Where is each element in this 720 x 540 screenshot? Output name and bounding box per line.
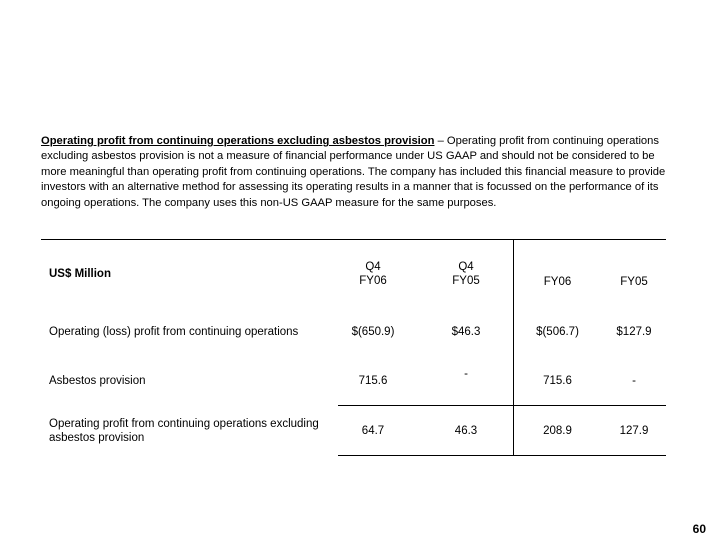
table-bottom-rule [338, 455, 666, 456]
row-label-line1: Operating profit from continuing operations excluding [49, 418, 319, 430]
header-q4fy06-line1: Q4 [365, 261, 381, 273]
subtotal-rule [338, 405, 666, 406]
intro-paragraph [41, 134, 681, 211]
header-q4fy05-line1: Q4 [458, 261, 474, 273]
table-top-rule [41, 239, 666, 240]
cell-fy05: - [632, 375, 636, 387]
header-q4fy05 [430, 260, 502, 288]
unit-label: US$ Million [49, 268, 111, 280]
cell-fy05: $127.9 [616, 326, 652, 338]
row-label-profit-excl-asbestos [49, 417, 319, 445]
row-label-asbestos-provision: Asbestos provision [49, 375, 146, 387]
cell-fy05: 127.9 [619, 425, 649, 437]
header-fy05: FY05 [620, 276, 648, 288]
cell-fy06: 715.6 [543, 375, 572, 387]
cell-q4fy05: - [464, 368, 468, 380]
page-number: 60 [692, 522, 706, 536]
header-q4fy05-line2: FY05 [452, 275, 480, 287]
intro-heading: Operating profit from continuing operations excluding asbestos provision [41, 135, 435, 147]
header-q4fy06 [337, 260, 409, 288]
cell-q4fy05: 46.3 [454, 425, 478, 437]
row-label-operating-profit: Operating (loss) profit from continuing operations [49, 326, 299, 338]
cell-q4fy06: $(650.9) [351, 326, 395, 338]
row-label-line2: asbestos provision [49, 432, 145, 444]
header-q4fy06-line2: FY06 [359, 275, 387, 287]
cell-fy06: $(506.7) [536, 326, 579, 338]
column-divider [513, 239, 514, 455]
cell-q4fy06: 715.6 [358, 375, 388, 387]
cell-q4fy06: 64.7 [361, 425, 385, 437]
header-fy06: FY06 [543, 276, 572, 288]
cell-fy06: 208.9 [543, 425, 572, 437]
intro-body: – Operating profit from continuing operations excluding asbestos provision is not a measure of financial performance under US GAAP and should not be considered to be more meaningful than operating profit from continuing operations. The company has included this financial measure to provide investors with an alternative method for assessing its operating results in a manner that is focussed on the performance of its ongoing operations. The company uses this non-US GAAP measure for the same purposes. [41, 135, 666, 209]
cell-q4fy05: $46.3 [451, 326, 481, 338]
